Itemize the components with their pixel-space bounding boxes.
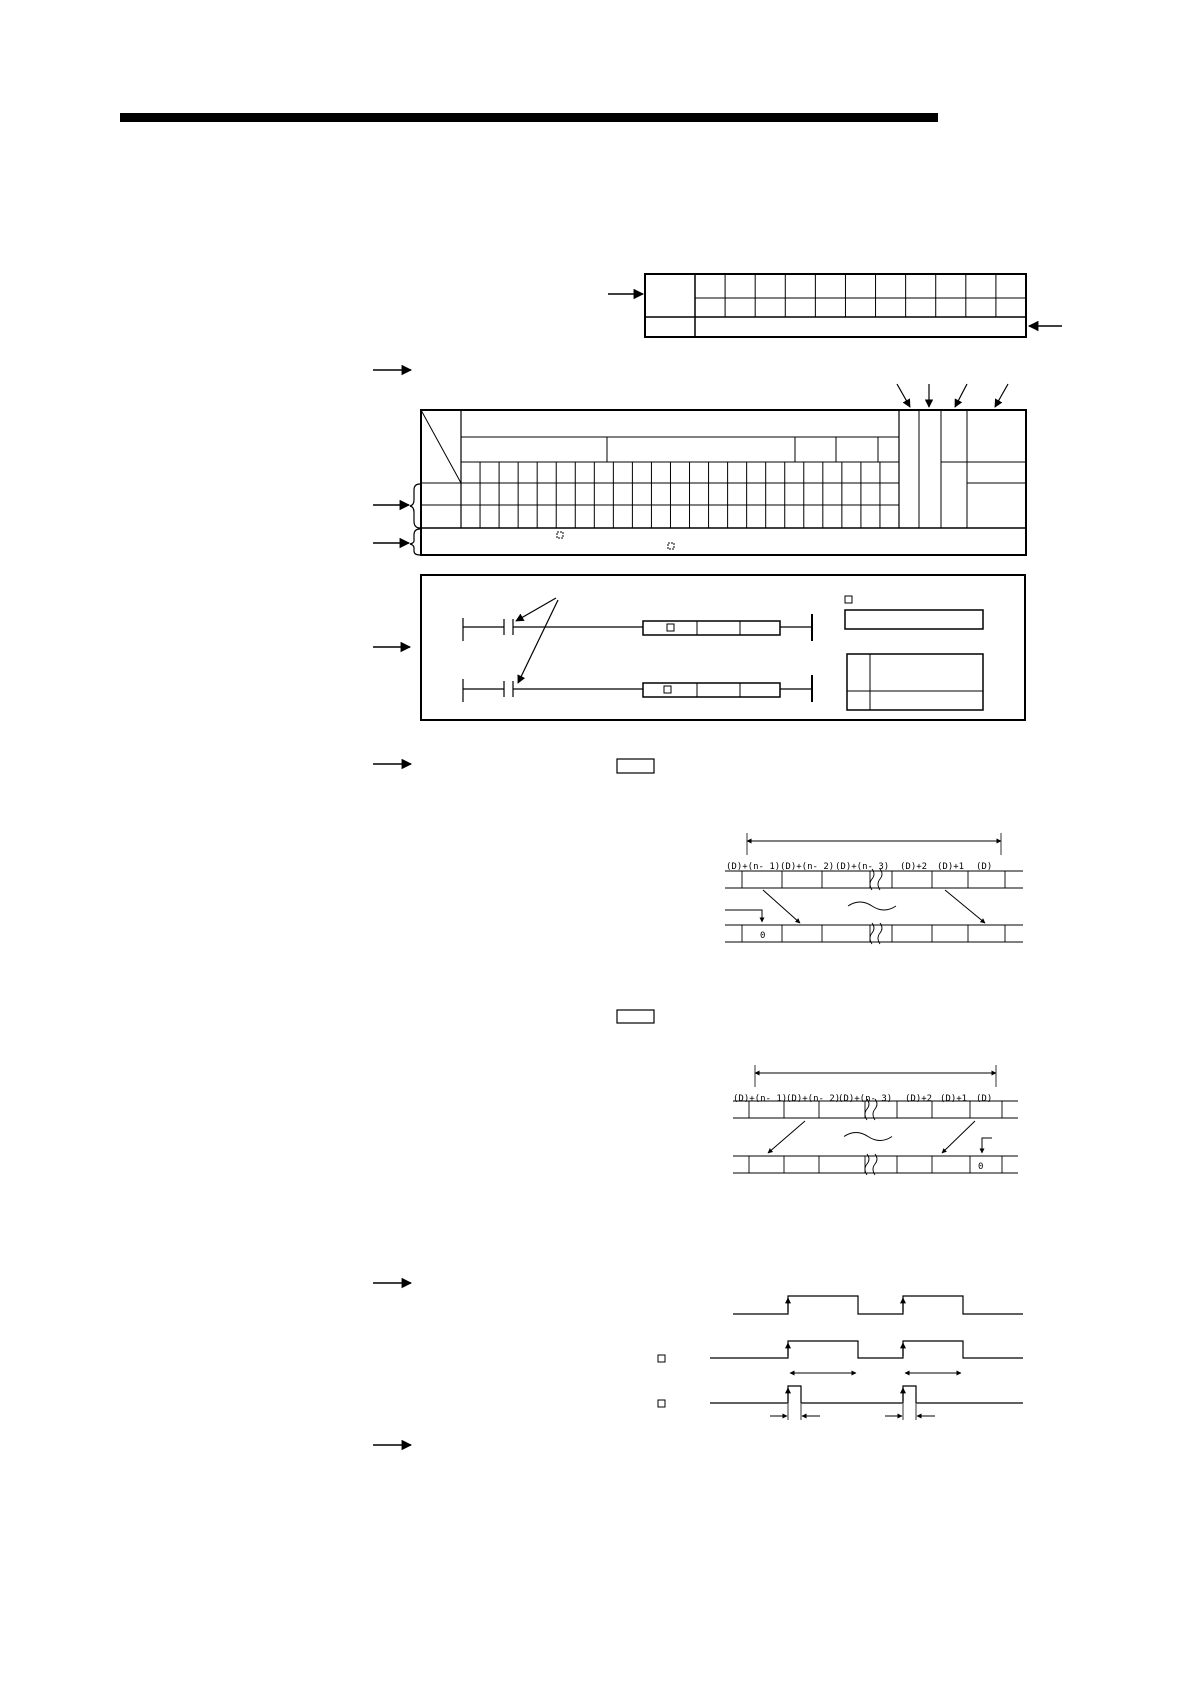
arrow-icon [897,384,910,407]
small-square-icon [845,596,852,603]
register-label: (D)+(n- 3) [838,1094,893,1104]
register-label: (D) [976,862,993,872]
brace-icon [410,484,420,528]
diagram-line [945,890,985,923]
diagram-line [844,1133,892,1141]
dotted-corner-icon [557,532,563,538]
timing-chart [658,1296,1023,1420]
dotted-corner-icon [668,543,674,549]
instruction-box [617,759,654,773]
diagram-line [870,923,874,944]
zero-value: 0 [978,1162,984,1172]
small-square-icon [658,1400,665,1407]
register-label: (D)+2 [905,1094,933,1104]
small-square-icon [658,1355,665,1362]
register-label: (D)+1 [937,862,965,872]
register-label: (D)+2 [900,862,928,872]
device-table [421,410,1026,555]
arrow-icon [995,384,1008,407]
diagram-line [763,890,800,923]
diagram-line [768,1121,805,1153]
top-grid-table [645,274,1026,337]
small-square-icon [664,686,671,693]
shift-diagram-2 [733,1065,1018,1175]
ladder-diagram [421,575,1025,720]
arrow-icon [955,384,967,407]
register-label: (D)+(n- 3) [835,862,890,872]
register-label: (D)+(n- 1) [726,862,781,872]
brace-icon [410,529,420,555]
shift-diagram-1 [725,833,1023,944]
diagram-line [725,910,762,922]
register-label: (D)+(n- 2) [786,1094,841,1104]
arrow-icon [518,600,558,683]
header-rule [120,113,938,122]
zero-value: 0 [760,931,766,941]
small-square-icon [667,624,674,631]
diagram-line [870,869,874,890]
diagram-line [878,869,882,890]
diagram-line [982,1138,992,1153]
instruction-box [617,1010,654,1023]
diagram-line [878,923,882,944]
register-label: (D) [976,1094,993,1104]
register-label: (D)+(n- 1) [733,1094,788,1104]
register-label: (D)+1 [940,1094,968,1104]
diagram-line [865,1154,869,1175]
diagram-line [873,1154,877,1175]
diagram-line [848,902,896,910]
register-label: (D)+(n- 2) [780,862,835,872]
diagram-line [942,1121,975,1153]
